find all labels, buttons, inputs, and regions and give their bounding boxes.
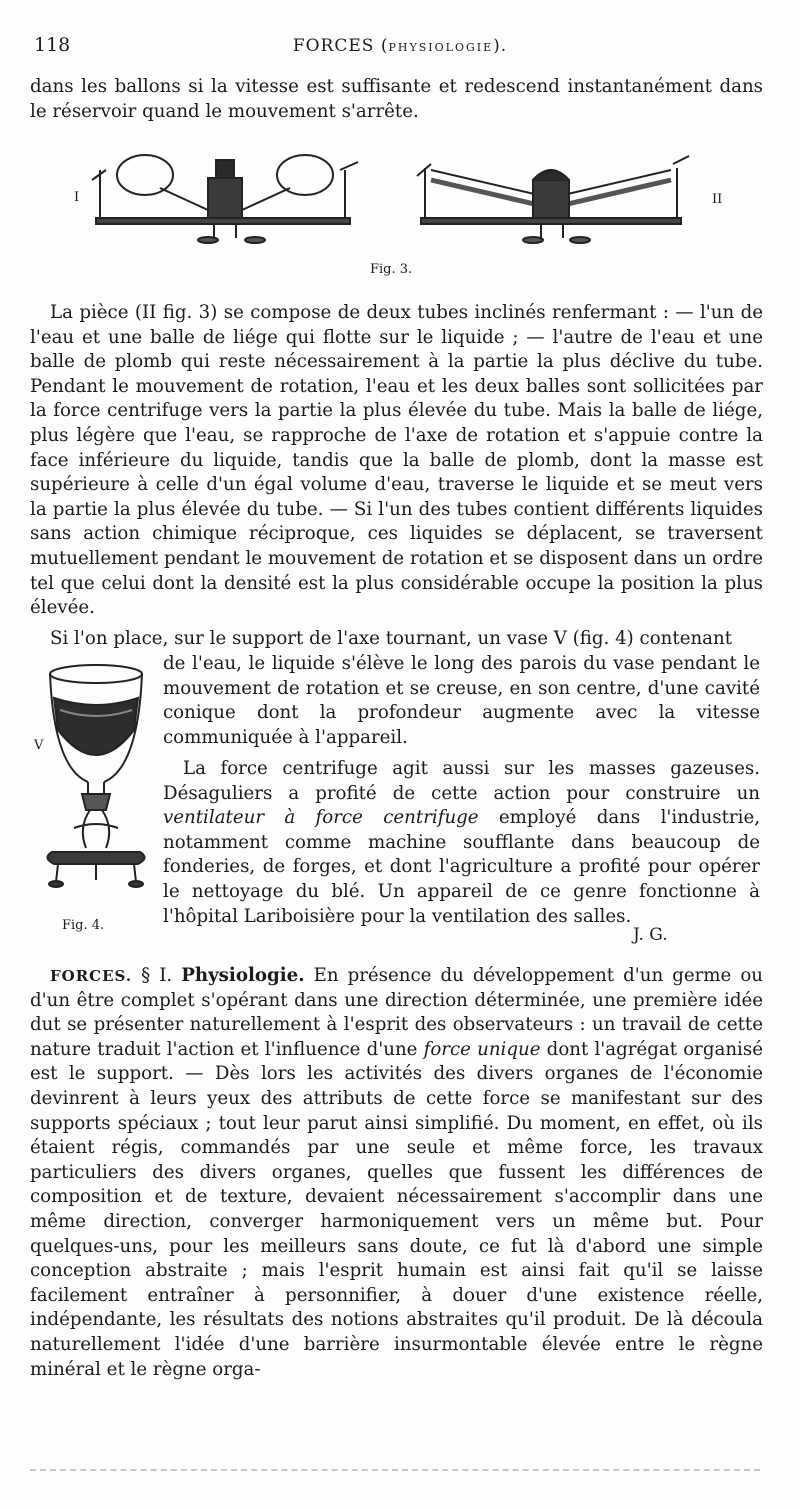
figure3-label-left: I xyxy=(74,190,80,205)
figure4-caption: Fig. 4. xyxy=(62,918,105,933)
running-head-title: FORCES xyxy=(292,36,375,56)
running-head-paren-close: ). xyxy=(493,36,508,56)
forces-section-mark: § I. xyxy=(141,965,173,986)
running-head-subtitle: PHYSIOLOGIE xyxy=(388,41,494,54)
paragraph-gas-emphasis: ventilateur à force centrifuge xyxy=(163,807,479,829)
figure4-label-v: V xyxy=(34,738,44,753)
running-head-paren-open: ( xyxy=(374,36,389,56)
paragraph-vase-first-line xyxy=(30,627,763,652)
paragraph-gas xyxy=(163,757,760,929)
figure3-caption: Fig. 3. xyxy=(370,262,413,277)
page-number: 118 xyxy=(34,34,71,56)
forces-section-emphasis: force unique xyxy=(423,1038,541,1060)
figure4-illustration xyxy=(38,660,156,905)
forces-section-part2: dont l'agrégat organisé est le support. — Dès lors les activités des divers organes de l'économie devinrent à leurs yeux des attributs de cette force se manifestant sur des supports spéciaux ; tout leur parut ainsi simplifié. Du moment, en effet, où ils étaient régis, commandés par une seule et même force, les travaux particuliers des divers organes, quelles que fussent les différences de composition et de texture, devaient nécessairement s'accomplir dans une même direction, converger harmoniquement vers un même but. Pour quelques-uns, pour les meilleurs sans doute, ce fut là d'abord une simple conception abstraite ; mais l'esprit humain est ainsi fait qu'il se laisse facilement entraîner à personnifier, à douer d'une existence réelle, indépendante, les résultats des notions abstraites qu'il produit. De là découla naturellement l'idée d'une barrière insurmontable élevée entre le règne minéral et le règne orga- xyxy=(30,1038,763,1380)
forces-section xyxy=(30,964,763,1382)
forces-section-subheading: Physiologie. xyxy=(181,965,305,986)
figure3-illustration xyxy=(90,140,710,250)
paragraph-piece-text: La pièce (II fig. 3) se compose de deux tubes inclinés renfermant : — l'un de l'eau et une balle de liége qui flotte sur le liquide ; — l'autre de l'eau et une balle de plomb qui reste nécessairement à la partie la plus déclive du tube. Pendant le mouvement de rotation, l'eau et les deux balles sont sollicitées par la force centrifuge vers la partie la plus élevée du tube. Mais la balle de liége, plus légère que l'eau, se rapproche de l'axe de rotation et s'appuie contre la face inférieure du liquide, tandis que la balle de plomb, dont la masse est supérieure à celle d'un égal volume d'eau, traverse le liquide et se meut vers la partie la plus élevée du tube. — Si l'un des tubes contient différents liquides sans action chimique réciproque, ces liquides se déplacent, se traversent mutuellement pendant le mouvement de rotation et se disposent dans un ordre tel que celui dont la densité est la plus considérable occupe la position la plus élevée. xyxy=(30,302,763,619)
forces-section-part1: En présence du développement d'un germe ou d'un être complet s'opérant dans une direction déterminée, une première idée dut se présenter naturellement à l'esprit des observateurs : un travail de cette nature traduit l'action et l'influence d'une xyxy=(30,965,763,1060)
figure3-label-right: II xyxy=(712,192,723,207)
forces-section-text xyxy=(30,964,763,1382)
paragraph-vase-rest xyxy=(163,652,760,750)
paragraph-gas-text xyxy=(163,757,760,929)
paragraph-gas-part2: employé dans l'industrie, notamment comme machine soufflante dans beaucoup de fonderies, de forges, et dont l'agriculture a profité pour opérer le nettoyage du blé. Un appareil de ce genre fonctionne à l'hôpital Lariboisière pour la ventilation des salles. xyxy=(163,807,760,927)
running-head xyxy=(0,36,800,56)
apparatus-one-drawing xyxy=(92,155,358,243)
paragraph-vase-first-line-text: Si l'on place, sur le support de l'axe tournant, un vase V (fig. 4) contenant xyxy=(50,628,733,649)
paragraph-piece xyxy=(30,301,763,621)
paragraph-vase-rest-text: de l'eau, le liquide s'élève le long des parois du vase pendant le mouvement de rotation et se creuse, en son centre, d'une cavité conique dont la profondeur augmente avec la vitesse communiquée à l'appareil. xyxy=(163,653,760,748)
forces-section-heading: FORCES. xyxy=(50,967,133,985)
intro-paragraph: dans les ballons si la vitesse est suffisante et redescend instantanément dans le réservoir quand le mouvement s'arrête. xyxy=(30,76,763,122)
author-signature: J. G. xyxy=(633,925,668,945)
footer-dashed-rule xyxy=(30,1469,760,1471)
apparatus-two-drawing xyxy=(417,156,689,243)
paragraph-gas-part1: La force centrifuge agit aussi sur les masses gazeuses. Désaguliers a profité de cette action pour construire un xyxy=(163,758,760,804)
